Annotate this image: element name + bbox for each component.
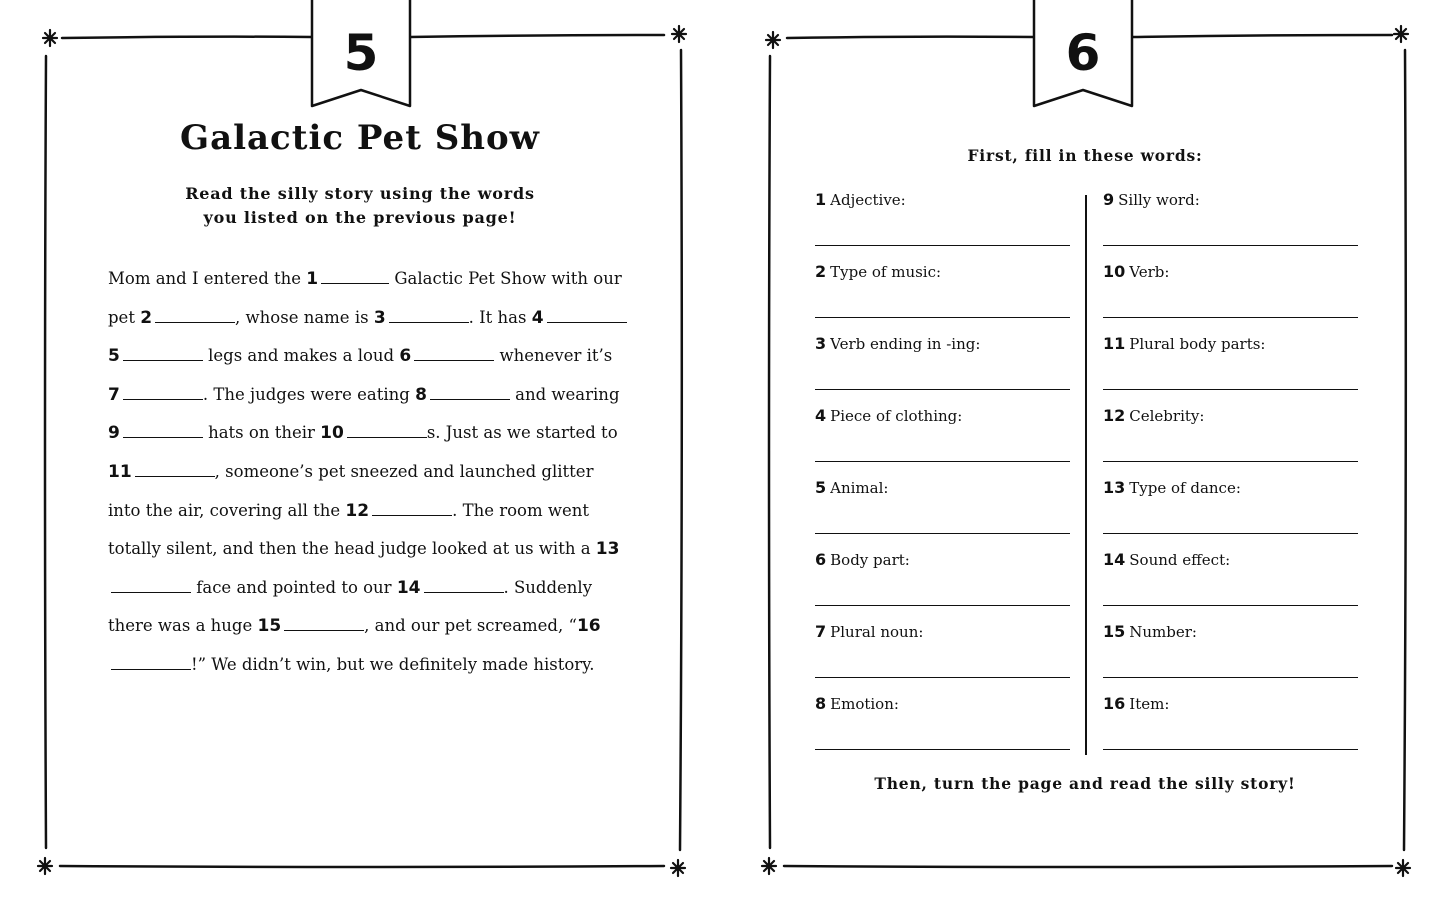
footer-instruction: Then, turn the page and read the silly story!	[874, 774, 1296, 793]
blank-line	[155, 306, 235, 323]
blank-line	[372, 499, 452, 516]
word-number: 16	[1103, 694, 1126, 713]
fill-in-heading: First, fill in these words:	[967, 146, 1203, 165]
word-label: Emotion:	[830, 695, 899, 713]
blank-number: 14	[396, 577, 421, 598]
word-label: Number:	[1129, 623, 1197, 641]
story-text-part: Mom and I entered the	[108, 269, 307, 288]
word-list-right	[1103, 188, 1358, 764]
word-entry[interactable]	[1103, 620, 1358, 692]
word-label: Body part:	[830, 551, 910, 569]
story-text-part: hats on their	[202, 423, 321, 443]
blank-line	[321, 267, 389, 284]
blank-number: 12	[345, 500, 370, 521]
story-text-part: . The room went totally silent, and then the head judge looked at us with a	[108, 500, 596, 559]
blank-line	[111, 653, 191, 670]
word-entry[interactable]	[815, 188, 1070, 260]
answer-line[interactable]	[815, 389, 1070, 390]
word-entry[interactable]	[815, 404, 1070, 476]
blank-line	[547, 306, 627, 323]
answer-line[interactable]	[815, 245, 1070, 246]
word-label: Animal:	[830, 479, 889, 497]
answer-line[interactable]	[815, 461, 1070, 462]
word-entry[interactable]	[1103, 188, 1358, 260]
word-entry[interactable]	[1103, 404, 1358, 476]
word-number: 11	[1103, 334, 1126, 353]
blank-line	[430, 383, 510, 400]
blank-number: 13	[595, 539, 620, 560]
answer-line[interactable]	[815, 317, 1070, 318]
word-entry[interactable]	[1103, 260, 1358, 332]
word-number: 13	[1103, 478, 1126, 497]
answer-line[interactable]	[1103, 677, 1358, 678]
blank-line	[135, 460, 215, 477]
blank-number: 9	[108, 423, 120, 444]
word-entry[interactable]	[815, 620, 1070, 692]
answer-line[interactable]	[1103, 245, 1358, 246]
word-number: 6	[815, 550, 827, 569]
blank-number: 16	[576, 616, 601, 637]
word-number: 2	[815, 262, 827, 281]
page-number-right: 6	[1065, 24, 1101, 82]
blank-line	[111, 576, 191, 593]
word-entry[interactable]	[815, 476, 1070, 548]
answer-line[interactable]	[1103, 533, 1358, 534]
word-number: 8	[815, 694, 827, 713]
story-text-part: and wearing	[509, 384, 620, 404]
word-label: Verb ending in -ing:	[830, 335, 981, 353]
story-text	[108, 260, 628, 684]
word-number: 10	[1103, 262, 1126, 281]
answer-line[interactable]	[1103, 605, 1358, 606]
blank-number: 7	[108, 384, 120, 405]
blank-line	[123, 421, 203, 438]
story-text-part: face and pointed to our	[191, 577, 397, 597]
word-number: 1	[815, 190, 827, 209]
blank-line	[424, 576, 504, 593]
story-text-part: , and our pet screamed, “	[364, 616, 577, 636]
page-title: Galactic Pet Show	[180, 118, 540, 158]
word-number: 3	[815, 334, 827, 353]
word-list-left	[815, 188, 1070, 764]
word-entry[interactable]	[1103, 548, 1358, 620]
word-entry[interactable]	[815, 692, 1070, 764]
story-text-part: whenever it’s	[494, 346, 613, 366]
story-text-part: legs and makes a loud	[202, 346, 400, 366]
word-label: Type of music:	[830, 263, 942, 281]
blank-line	[123, 383, 203, 400]
word-label: Piece of clothing:	[830, 407, 963, 425]
blank-number: 8	[415, 384, 427, 405]
blank-number: 4	[531, 307, 544, 328]
blank-line	[414, 344, 494, 361]
subtitle-line-1: Read the silly story using the words	[185, 184, 535, 203]
word-entry[interactable]	[1103, 692, 1358, 764]
answer-line[interactable]	[815, 605, 1070, 606]
blank-line	[389, 306, 469, 323]
blank-number: 11	[108, 461, 132, 482]
story-text-part: s. Just as we started to	[426, 423, 618, 443]
answer-line[interactable]	[1103, 461, 1358, 462]
story-text-part: . The judges were eating	[202, 384, 416, 404]
blank-number: 6	[399, 346, 412, 367]
subtitle-line-2: you listed on the previous page!	[203, 208, 517, 227]
word-label: Sound effect:	[1129, 551, 1231, 569]
story-text-part: , whose name is	[235, 307, 374, 327]
blank-number: 2	[140, 307, 153, 328]
word-number: 12	[1103, 406, 1126, 425]
answer-line[interactable]	[1103, 317, 1358, 318]
word-entry[interactable]	[815, 548, 1070, 620]
blank-line	[123, 344, 203, 361]
word-entry[interactable]	[815, 332, 1070, 404]
story-text-part: !” We didn’t win, but we definitely made history.	[191, 654, 595, 674]
answer-line[interactable]	[815, 677, 1070, 678]
blank-number: 5	[108, 346, 120, 367]
word-number: 14	[1103, 550, 1126, 569]
answer-line[interactable]	[1103, 389, 1358, 390]
word-label: Silly word:	[1118, 191, 1200, 209]
blank-number: 10	[320, 423, 344, 444]
word-number: 7	[815, 622, 827, 641]
blank-line	[347, 421, 427, 438]
blank-number: 1	[306, 269, 319, 289]
page-number-left: 5	[343, 24, 379, 82]
word-label: Item:	[1129, 695, 1170, 713]
word-label: Verb:	[1129, 263, 1170, 281]
page-subtitle	[60, 182, 660, 230]
word-number: 15	[1103, 622, 1126, 641]
word-entry[interactable]	[815, 260, 1070, 332]
word-label: Plural body parts:	[1129, 335, 1266, 353]
column-divider	[1085, 195, 1087, 755]
answer-line[interactable]	[815, 749, 1070, 750]
word-label: Type of dance:	[1129, 479, 1241, 497]
word-entry[interactable]	[1103, 476, 1358, 548]
blank-line	[284, 614, 364, 631]
word-label: Celebrity:	[1129, 407, 1205, 425]
blank-number: 3	[373, 307, 386, 328]
word-entry[interactable]	[1103, 332, 1358, 404]
word-number: 5	[815, 478, 827, 497]
answer-line[interactable]	[815, 533, 1070, 534]
story-text-part: Galactic Pet Show with our pet	[108, 269, 622, 327]
story-text-part: . It has	[468, 307, 532, 327]
answer-line[interactable]	[1103, 749, 1358, 750]
word-number: 9	[1103, 190, 1115, 209]
blank-number: 15	[257, 616, 282, 637]
story-text-part: , someone’s pet sneezed and launched glitter into the air, covering all the	[108, 461, 594, 520]
story-text-part: . Suddenly there was a huge	[108, 577, 593, 636]
word-number: 4	[815, 406, 827, 425]
word-label: Plural noun:	[830, 623, 924, 641]
word-label: Adjective:	[830, 191, 906, 209]
